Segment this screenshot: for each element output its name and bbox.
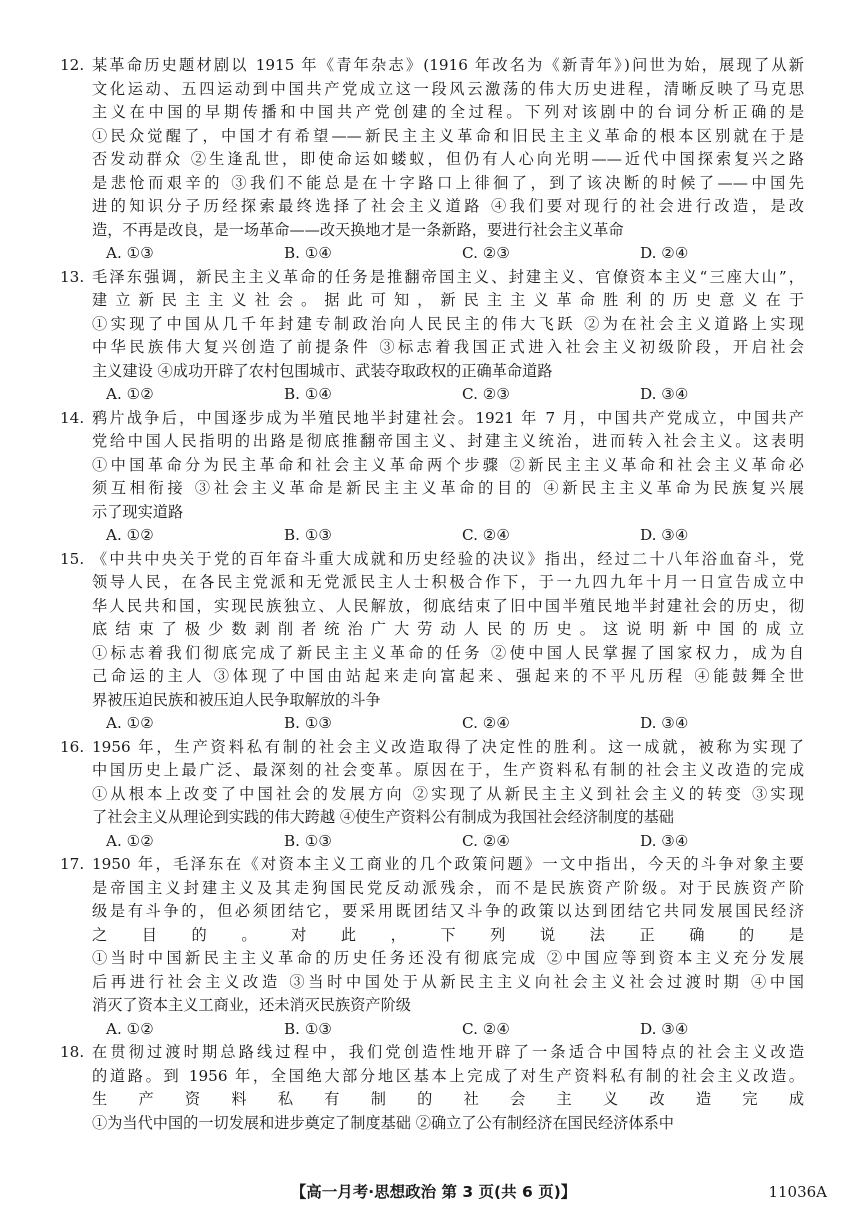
question-text-line: ①民众觉醒了，中国才有希望——新民主主义革命和旧民主主义革命的根本区别就在于是 (92, 126, 804, 145)
answer-option: B. ①③ (284, 1019, 333, 1038)
question-text-line: 的道路。到 1956 年，全国绝大部分地区基本上完成了对生产资料私有制的社会主义改造。 (92, 1066, 804, 1085)
question-text-line: 是帝国主义封建主义及其走狗国民党反动派残余，而不是民族资产阶级。对于民族资产阶 (92, 878, 804, 897)
answer-option: B. ①④ (284, 385, 333, 403)
question-text-line: ①从根本上改变了中国社会的发展方向 ②实现了从新民主主义到社会主义的转变 ③实现 (92, 784, 804, 803)
answer-option: B. ①③ (284, 526, 333, 544)
question (60, 853, 804, 1041)
answer-option: B. ①④ (284, 244, 333, 262)
question-number: 17. (60, 855, 85, 873)
question-text-line: ①中国革命分为民主革命和社会主义革命两个步骤 ②新民主主义革命和社会主义革命必 (92, 455, 804, 474)
question-number: 18. (60, 1043, 85, 1061)
question-text-line: 领导人民，在各民主党派和无党派民主人士积极合作下，于一九四九年十月一日宣告成立中 (92, 573, 804, 591)
question-text-line: 鸦片战争后，中国逐步成为半殖民地半封建社会。1921 年 7 月，中国共产党成立，中国共产 (92, 408, 804, 427)
question-text-line: 进的知识分子历经探索最终选择了社会主义道路 ④我们要对现行的社会进行改造，是改 (92, 197, 804, 215)
question-text-line: 消灭了资本主义工商业，还未消灭民族资产阶级 (92, 996, 411, 1014)
answer-option: A. ①② (106, 1019, 154, 1038)
question-text-line: 是悲怆而艰辛的 ③我们不能总是在十字路口上徘徊了，到了该决断的时候了——中国先 (92, 173, 804, 192)
answer-option: A. ①② (106, 714, 154, 732)
question-text-line: 级是有斗争的，但必须团结它，要采用既团结又斗争的政策以达到团结它共同发展国民经济 (92, 902, 804, 920)
answer-options (92, 383, 804, 407)
answer-options (92, 242, 804, 266)
answer-option: B. ①③ (284, 714, 333, 732)
question-text-line: 否发动群众 ②生逢乱世，即使命运如蝼蚁，但仍有人心向光明——近代中国探索复兴之路 (92, 150, 804, 168)
answer-option: D. ③④ (640, 1019, 689, 1038)
question-number: 15. (60, 549, 85, 568)
question-text-line: 己命运的主人 ③体现了中国由站起来走向富起来、强起来的不平凡历程 ④能鼓舞全世 (92, 667, 804, 685)
answer-options (92, 712, 804, 736)
answer-option: D. ③④ (640, 714, 689, 732)
question-text-line: 中华民族伟大复兴创造了前提条件 ③标志着我国正式进入社会主义初级阶段，开启社会 (92, 338, 804, 356)
question-text-line: ①为当代中国的一切发展和进步奠定了制度基础 ②确立了公有制经济在国民经济体系中 (92, 1113, 674, 1132)
answer-option: A. ①② (106, 526, 154, 544)
answer-option: C. ②④ (462, 526, 510, 544)
question-text-line: 主义建设 ④成功开辟了农村包围城市、武装夺取政权的正确革命道路 (92, 361, 553, 380)
answer-option: C. ②④ (462, 1019, 510, 1038)
footer-title: 【高一月考·思想政治 第 3 页(共 6 页)】 (290, 1183, 577, 1201)
question-text-line: 1950 年，毛泽东在《对资本主义工商业的几个政策问题》一文中指出，今天的斗争对象主要 (92, 855, 804, 873)
question-text-line: 须互相衔接 ③社会主义革命是新民主主义革命的目的 ④新民主主义革命为民族复兴展 (92, 479, 804, 497)
question-text-line: 1956 年，生产资料私有制的社会主义改造取得了决定性的胜利。这一成就，被称为实现了 (92, 737, 804, 756)
question-text-line: 造，不再是改良，是一场革命——改天换地才是一条新路，要进行社会主义革命 (92, 220, 624, 239)
answer-option: C. ②③ (462, 385, 510, 403)
answer-option: C. ②③ (462, 244, 510, 262)
question-text-line: 党给中国人民指明的出路是彻底推翻帝国主义、封建主义统治，进而转入社会主义。这表明 (92, 432, 804, 450)
page-footer (0, 1178, 867, 1206)
question (60, 54, 804, 266)
question-list (60, 54, 804, 1135)
question-text-line: 建立新民主主义社会。据此可知，新民主主义革命胜利的历史意义在于 (92, 291, 804, 309)
question-text-line: 生产资料私有制的社会主义改造完成 (92, 1090, 804, 1108)
answer-option: D. ③④ (640, 526, 689, 544)
question-text-line: 毛泽东强调，新民主主义革命的任务是推翻帝国主义、封建主义、官僚资本主义“三座大山”， (92, 267, 804, 286)
question-text-line: ①实现了中国从几千年封建专制政治向人民民主的伟大飞跃 ②为在社会主义道路上实现 (92, 314, 804, 333)
answer-option: D. ③④ (640, 385, 689, 403)
answer-option: A. ①② (106, 831, 154, 850)
question-number: 13. (60, 267, 85, 286)
question-number: 14. (60, 408, 85, 427)
question-text-line: 某革命历史题材剧以 1915 年《青年杂志》(1916 年改名为《新青年》)问世为始，展现了从新 (92, 56, 804, 74)
answer-option: D. ③④ (640, 831, 689, 850)
answer-options (92, 830, 804, 854)
answer-option: D. ②④ (640, 244, 689, 262)
question-text-line: 底结束了极少数剥削者统治广大劳动人民的历史。这说明新中国的成立 (92, 620, 804, 638)
question-text-line: 了社会主义从理论到实践的伟大跨越 ④使生产资料公有制成为我国社会经济制度的基础 (92, 808, 674, 826)
question-text-line: 《中共中央关于党的百年奋斗重大成就和历史经验的决议》指出，经过二十八年浴血奋斗，党 (92, 549, 804, 568)
answer-option: A. ①③ (106, 244, 154, 262)
question-number: 12. (60, 56, 85, 74)
question-text-line: 示了现实道路 (92, 502, 184, 521)
question (60, 736, 804, 854)
question-text-line: 界被压迫民族和被压迫人民争取解放的斗争 (92, 690, 381, 709)
question-text-line: 后再进行社会主义改造 ③当时中国处于从新民主主义向社会主义社会过渡时期 ④中国 (92, 972, 804, 991)
paper-code: 11036A (768, 1183, 827, 1201)
question-text-line: 华人民共和国，实现民族独立、人民解放，彻底结束了旧中国半殖民地半封建社会的历史，彻 (92, 596, 804, 615)
question-text-line: ①当时中国新民主主义革命的历史任务还没有彻底完成 ②中国应等到资本主义充分发展 (92, 949, 804, 967)
question-text-line: 主义在中国的早期传播和中国共产党创建的全过程。下列对该剧中的台词分析正确的是 (92, 103, 804, 121)
question-text-line: ①标志着我们彻底完成了新民主主义革命的任务 ②使中国人民掌握了国家权力，成为自 (92, 643, 804, 662)
question (60, 1041, 804, 1135)
answer-option: B. ①③ (284, 831, 333, 850)
question-text-line: 之目的。对此，下列说法正确的是 (92, 925, 804, 944)
answer-options (92, 524, 804, 548)
question-text-line: 在贯彻过渡时期总路线过程中，我们党创造性地开辟了一条适合中国特点的社会主义改造 (92, 1043, 804, 1061)
answer-option: C. ②④ (462, 831, 510, 850)
question-number: 16. (60, 737, 85, 756)
question (60, 266, 804, 407)
question-text-line: 中国历史上最广泛、最深刻的社会变革。原因在于，生产资料私有制的社会主义改造的完成 (92, 761, 804, 779)
question (60, 407, 804, 548)
answer-option: A. ①② (106, 385, 154, 403)
answer-options (92, 1018, 804, 1042)
question-text-line: 文化运动、五四运动到中国共产党成立这一段风云激荡的伟大历史进程，清晰反映了马克思 (92, 79, 804, 98)
question (60, 548, 804, 736)
answer-option: C. ②④ (462, 714, 510, 732)
